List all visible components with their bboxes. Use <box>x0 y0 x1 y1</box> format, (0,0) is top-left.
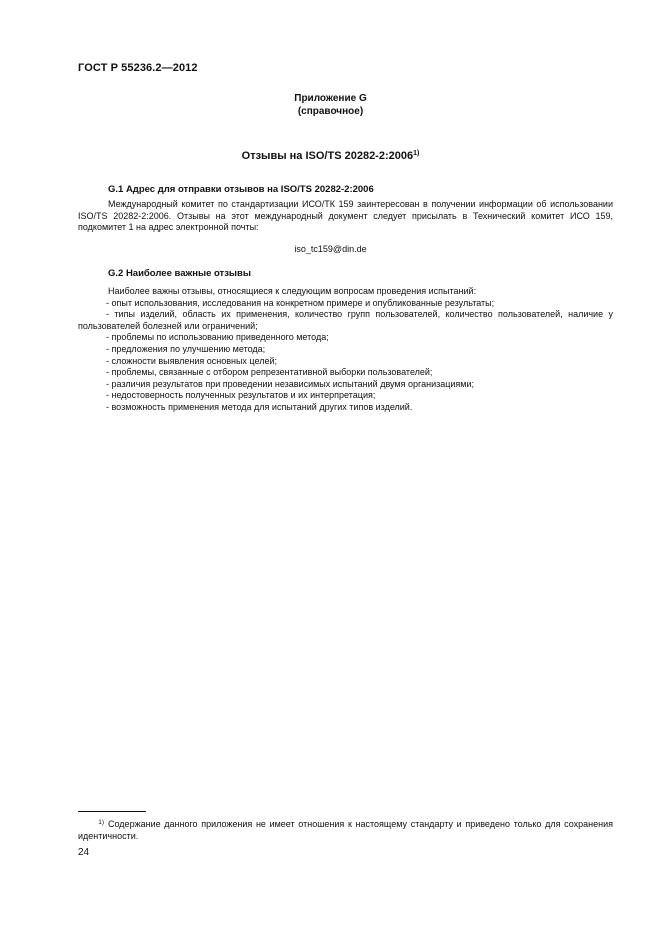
section-g1-heading: G.1 Адрес для отправки отзывов на ISO/TS 20282-2:2006 <box>108 184 374 195</box>
contact-email: iso_tc159@din.de <box>294 244 367 254</box>
appendix-type: (справочное) <box>297 106 364 117</box>
footnote-text: Содержание данного приложения не имеет отношения к настоящему стандарту и приведено только для сохранения идентичности. <box>78 819 613 841</box>
appendix-label: Приложение G <box>294 93 367 104</box>
footnote-divider <box>78 811 146 812</box>
feedback-topics-list <box>78 286 613 414</box>
section-g1-paragraph-text: Международный комитет по стандартизации ИСО/ТК 159 заинтересован в получении информации об использовании ISO/TS 20282-2:2006. Отзывы на этот международный документ следует присылать в Технический комитет ИСО 159, подкомитет 1 на адрес электронной почты: <box>78 199 613 233</box>
list-item: - опыт использования, исследования на конкретном примере и опубликованные результаты; <box>106 297 495 308</box>
footnote <box>78 817 613 842</box>
standard-header: ГОСТ Р 55236.2—2012 <box>78 62 198 74</box>
list-item: - недостоверность полученных результатов и их интерпретация; <box>106 390 376 401</box>
list-item: - сложности выявления основных целей; <box>106 355 277 366</box>
list-item: - проблемы, связанные с отбором репрезентативной выборки пользователей; <box>106 367 433 378</box>
page-number: 24 <box>78 847 90 858</box>
list-item: - проблемы по использованию приведенного метода; <box>106 332 329 343</box>
list-item: - различия результатов при проведении независимых испытаний двумя организациями; <box>106 378 474 389</box>
list-item: - типы изделий, область их применения, количество групп пользователей, количество пользователей, наличие у пользователей болезней или ограничений; <box>78 309 613 331</box>
title-footnote-mark: 1) <box>413 150 420 157</box>
list-item: - возможность применения метода для испытаний других типов изделий. <box>106 401 413 412</box>
appendix-heading <box>0 92 661 118</box>
list-item: - предложения по улучшению метода; <box>106 343 266 354</box>
page-title <box>0 150 661 162</box>
footnote-mark: 1) <box>98 819 104 826</box>
section-g1-paragraph <box>78 199 613 234</box>
list-intro: Наиболее важны отзывы, относящиеся к следующим вопросам проведения испытаний: <box>108 286 477 296</box>
section-g2-heading: G.2 Наиболее важные отзывы <box>108 268 252 279</box>
page-title-text: Отзывы на ISO/TS 20282-2:2006 <box>241 150 414 162</box>
